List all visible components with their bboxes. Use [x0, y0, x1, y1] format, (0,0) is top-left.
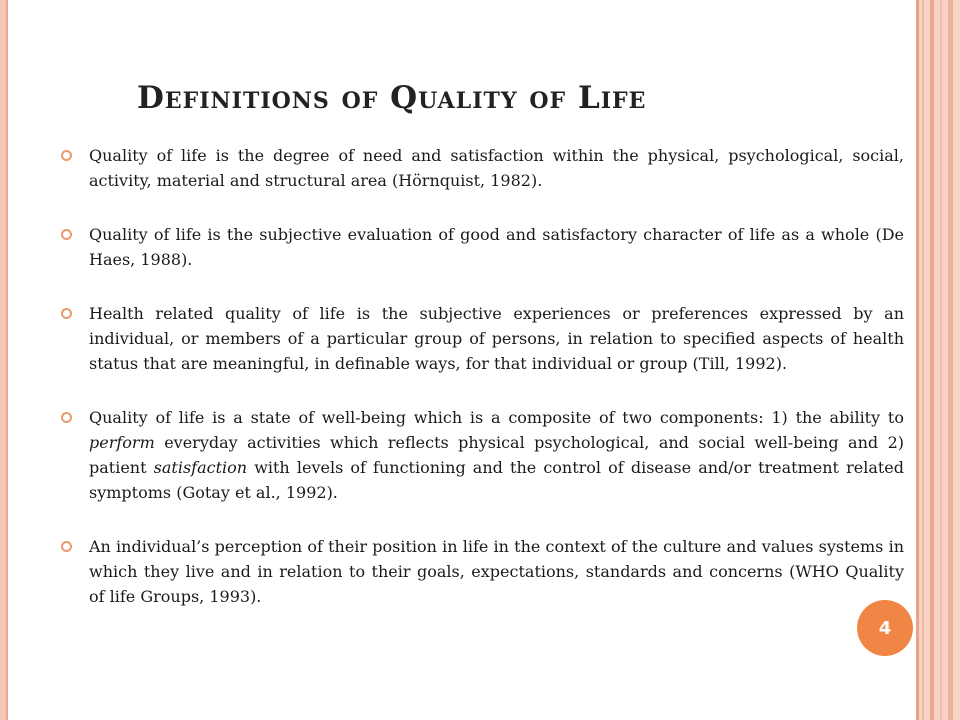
bullet-item — [60, 405, 904, 505]
emphasized-text: perform — [89, 433, 155, 452]
bullet-text — [89, 537, 904, 606]
bullet-text — [89, 408, 904, 502]
bullet-circle-icon — [61, 150, 72, 161]
text-run: An individual’s perception of their position in life in the context of the culture and values systems in which they live and in relation to their goals, expectations, standards and concerns (WHO Quality of life Groups, 1993). — [89, 537, 904, 606]
page-number-badge: 4 — [857, 600, 913, 656]
bullet-circle-icon — [61, 412, 72, 423]
bullet-item — [60, 143, 904, 193]
border-stripe — [930, 0, 934, 720]
bullet-text — [89, 304, 904, 373]
border-stripe — [948, 0, 953, 720]
left-border — [0, 0, 8, 720]
emphasized-text: satisfaction — [153, 458, 248, 477]
bullet-item — [60, 222, 904, 272]
border-stripe — [940, 0, 942, 720]
border-stripe — [922, 0, 924, 720]
text-run: Health related quality of life is the subjective experiences or preferences expressed by an individual, or members of a particular group of persons, in relation to specified aspects of health status that are meaningful, in definable ways, for that individual or group (Till, 1992). — [89, 304, 904, 373]
text-run: everyday activities which reflects physical psychological, and social well-being and 2) patient — [89, 433, 904, 477]
bullet-text — [89, 225, 904, 269]
bullet-circle-icon — [61, 541, 72, 552]
text-run: with levels of functioning and the control of disease and/or treatment related symptoms (Gotay et al., 1992). — [89, 458, 904, 502]
bullet-item — [60, 534, 904, 609]
slide-title: Definitions of Quality of Life — [137, 80, 647, 116]
bullet-list — [60, 143, 904, 638]
bullet-circle-icon — [61, 229, 72, 240]
text-run: Quality of life is a state of well-being which is a composite of two components: 1) the ability to — [89, 408, 904, 427]
bullet-circle-icon — [61, 308, 72, 319]
bullet-item — [60, 301, 904, 376]
border-stripe — [916, 0, 919, 720]
right-decorative-border — [916, 0, 960, 720]
text-run: Quality of life is the degree of need and satisfaction within the physical, psychological, social, activity, material and structural area (Hörnquist, 1982). — [89, 146, 904, 190]
text-run: Quality of life is the subjective evaluation of good and satisfactory character of life as a whole (De Haes, 1988). — [89, 225, 904, 269]
bullet-text — [89, 146, 904, 190]
